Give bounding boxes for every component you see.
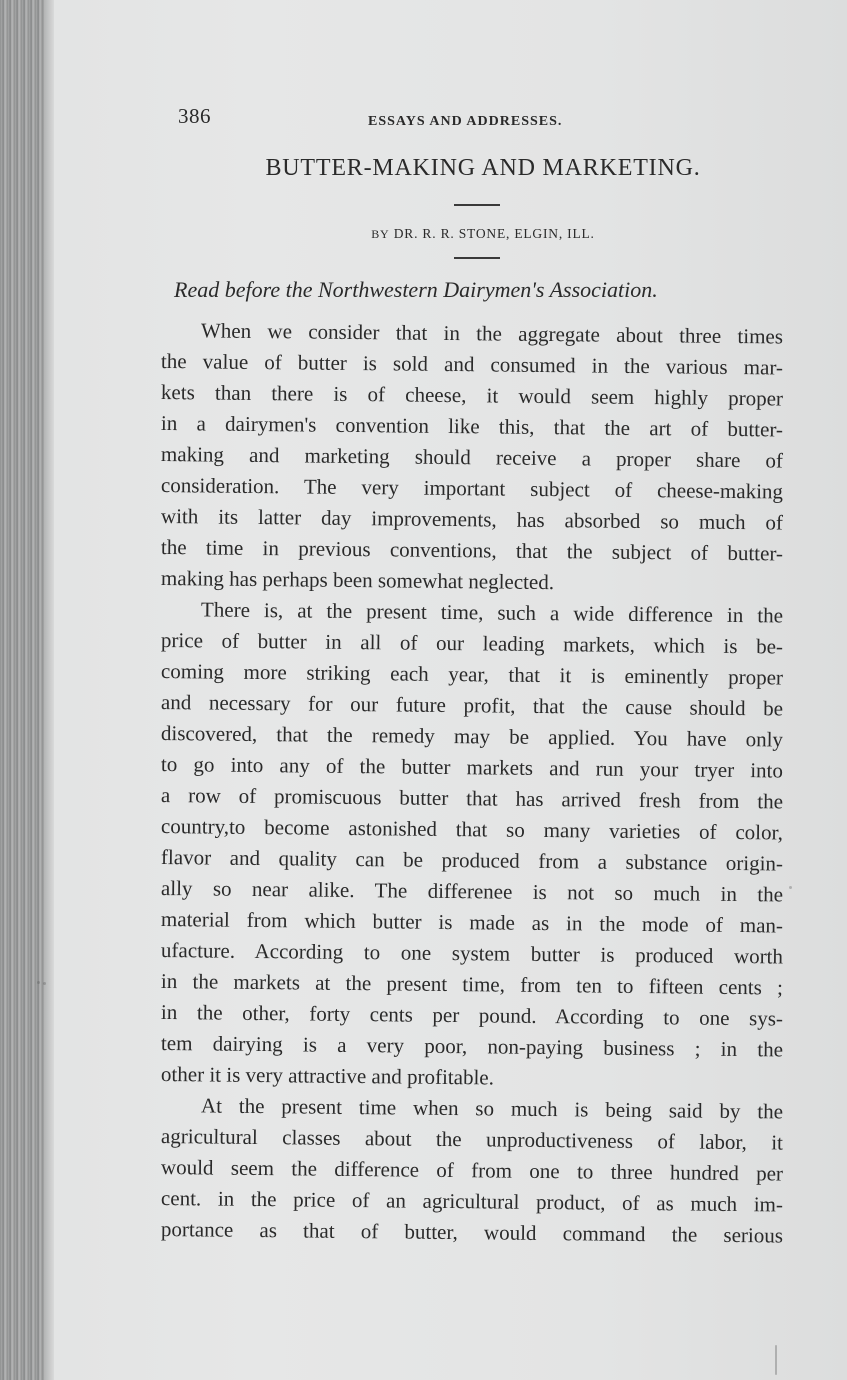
body-line: portance as that of butter, would command the serious [160, 1217, 784, 1248]
body-line: in the markets at the present time, from ten to fifteen cents ; [160, 969, 784, 1000]
page-number: 386 [178, 104, 211, 128]
body-line: would seem the difference of from one to three hundred per [160, 1155, 784, 1186]
ink-speck [37, 981, 40, 984]
body-line: the time in previous conventions, that the subject of butter- [160, 535, 784, 566]
ink-speck [43, 982, 46, 985]
body-line: When we consider that in the aggregate about three times [200, 318, 784, 349]
ink-speck [789, 886, 792, 889]
ink-speck [775, 1345, 777, 1375]
body-line: consideration. The very important subject of cheese-making [160, 473, 784, 504]
book-gutter [0, 0, 46, 1380]
running-head: ESSAYS AND ADDRESSES. [368, 114, 563, 129]
body-line: cent. in the price of an agricultural product, of as much im- [160, 1186, 784, 1217]
body-line: flavor and quality can be produced from a substance origin- [160, 845, 784, 876]
body-line: and necessary for our future profit, that the cause should be [160, 690, 784, 721]
body-line: country,to become astonished that so many varieties of color, [160, 814, 784, 845]
body-line: with its latter day improvements, has absorbed so much of [160, 504, 784, 535]
body-line: making and marketing should receive a proper share of [160, 442, 784, 473]
body-line: to go into any of the butter markets and run your tryer into [160, 752, 784, 783]
byline-lead: BY [371, 227, 390, 241]
article-body [160, 315, 784, 1248]
byline [170, 226, 796, 242]
body-line: a row of promiscuous butter that has arrived fresh from the [160, 783, 784, 814]
body-line: the value of butter is sold and consumed in the various mar- [160, 349, 784, 380]
body-line: At the present time when so much is being said by the [200, 1093, 784, 1124]
title-divider [454, 204, 500, 206]
body-line: material from which butter is made as in the mode of man- [160, 907, 784, 938]
body-line: price of butter in all of our leading markets, which is be- [160, 628, 784, 659]
body-line: ufacture. According to one system butter is produced worth [160, 938, 784, 969]
body-line: ally so near alike. The differenee is not so much in the [160, 876, 784, 907]
body-line: in the other, forty cents per pound. According to one sys- [160, 1000, 784, 1031]
body-line: making has perhaps been somewhat neglected. [160, 566, 555, 595]
article-title: BUTTER-MAKING AND MARKETING. [265, 155, 701, 181]
body-line: agricultural classes about the unproductiveness of labor, it [160, 1124, 784, 1155]
gutter-shadow [44, 0, 54, 1380]
body-line: kets than there is of cheese, it would seem highly proper [160, 380, 784, 411]
read-before-note: Read before the Northwestern Dairymen's Association. [174, 277, 658, 302]
body-line: other it is very attractive and profitable. [160, 1062, 495, 1090]
body-line: discovered, that the remedy may be applied. You have only [160, 721, 784, 752]
body-line: There is, at the present time, such a wide difference in the [200, 597, 784, 628]
body-line: in a dairymen's convention like this, that the art of butter- [160, 411, 784, 442]
byline-divider [454, 257, 500, 259]
byline-author: DR. R. R. STONE, ELGIN, ILL. [393, 226, 595, 241]
body-line: coming more striking each year, that it is eminently proper [160, 659, 784, 690]
body-line: tem dairying is a very poor, non-paying business ; in the [160, 1031, 784, 1062]
